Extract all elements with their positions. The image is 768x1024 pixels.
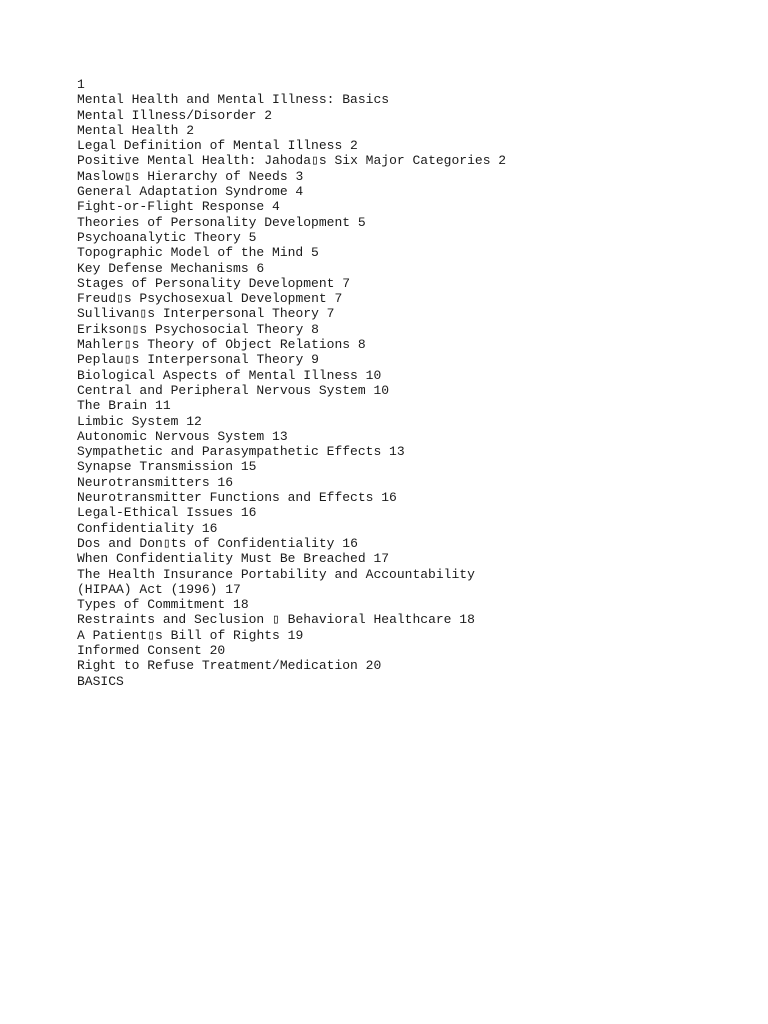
toc-entry: Mental Illness/Disorder 2 — [77, 107, 273, 123]
toc-entry: General Adaptation Syndrome 4 — [77, 184, 304, 200]
toc-entry: Dos and Don▯ts of Confidentiality 16 — [77, 535, 358, 551]
toc-entry: Key Defense Mechanisms 6 — [77, 260, 265, 276]
toc-entry: Neurotransmitters 16 — [77, 474, 234, 490]
toc-entry: Mahler▯s Theory of Object Relations 8 — [77, 337, 366, 353]
toc-entry: Theories of Personality Development 5 — [77, 214, 366, 230]
table-of-contents — [77, 77, 506, 689]
toc-entry: Confidentiality 16 — [77, 520, 218, 536]
toc-entry: Synapse Transmission 15 — [77, 459, 257, 475]
toc-entry: The Brain 11 — [77, 398, 171, 414]
toc-entry: Restraints and Seclusion ▯ Behavioral Healthcare 18 — [77, 612, 475, 628]
toc-entry: Legal-Ethical Issues 16 — [77, 505, 257, 521]
toc-entry: Central and Peripheral Nervous System 10 — [77, 382, 390, 398]
toc-entry: Limbic System 12 — [77, 413, 202, 429]
toc-entry: Sympathetic and Parasympathetic Effects 13 — [77, 444, 405, 460]
toc-entry: Erikson▯s Psychosocial Theory 8 — [77, 321, 319, 337]
toc-entry: Autonomic Nervous System 13 — [77, 428, 288, 444]
toc-entry: Stages of Personality Development 7 — [77, 275, 351, 291]
toc-entry: Maslow▯s Hierarchy of Needs 3 — [77, 168, 304, 184]
toc-entry: Informed Consent 20 — [77, 642, 226, 658]
toc-entry: When Confidentiality Must Be Breached 17 — [77, 551, 390, 567]
toc-entry: Positive Mental Health: Jahoda▯s Six Major Categories 2 — [77, 153, 507, 169]
toc-entry: Psychoanalytic Theory 5 — [77, 229, 257, 245]
toc-entry: Mental Health 2 — [77, 122, 195, 138]
toc-entry: (HIPAA) Act (1996) 17 — [77, 581, 241, 597]
section-heading: BASICS — [77, 673, 124, 689]
toc-entry: A Patient▯s Bill of Rights 19 — [77, 627, 304, 643]
toc-entry: Right to Refuse Treatment/Medication 20 — [77, 658, 382, 674]
toc-entry: Peplau▯s Interpersonal Theory 9 — [77, 352, 319, 368]
toc-entry: Legal Definition of Mental Illness 2 — [77, 138, 358, 154]
toc-entry: Neurotransmitter Functions and Effects 16 — [77, 490, 397, 506]
toc-entry: Fight-or-Flight Response 4 — [77, 199, 280, 215]
toc-entry: The Health Insurance Portability and Accountability — [77, 566, 475, 582]
page-number: 1 — [77, 77, 85, 92]
toc-entry: Freud▯s Psychosexual Development 7 — [77, 291, 343, 307]
toc-entry: Sullivan▯s Interpersonal Theory 7 — [77, 306, 335, 322]
toc-entry: Topographic Model of the Mind 5 — [77, 245, 319, 261]
toc-entry: Biological Aspects of Mental Illness 10 — [77, 367, 382, 383]
document-title: Mental Health and Mental Illness: Basics — [77, 92, 390, 108]
toc-entry: Types of Commitment 18 — [77, 597, 249, 613]
